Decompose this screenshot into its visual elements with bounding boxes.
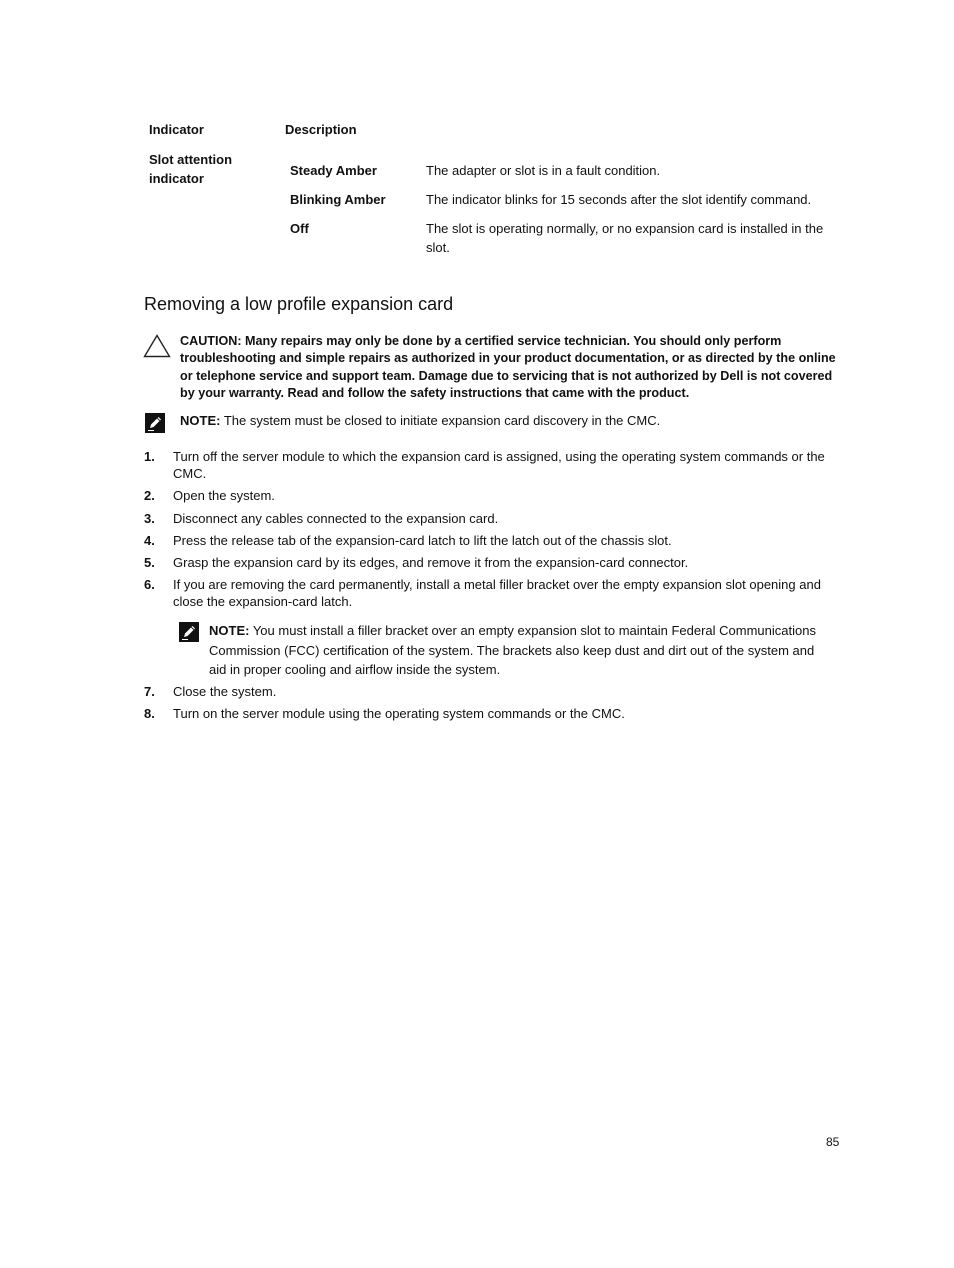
note-pencil-icon	[145, 413, 165, 433]
step-number: 1.	[144, 449, 155, 464]
step-text: Turn on the server module using the operating system commands or the CMC.	[173, 706, 625, 721]
step-number: 2.	[144, 488, 155, 503]
step-text: Disconnect any cables connected to the expansion card.	[173, 511, 499, 526]
step-text: If you are removing the card permanently, install a metal filler bracket over the empty expansion slot opening and close the expansion-card latch.	[173, 577, 821, 609]
description-blinking-amber: The indicator blinks for 15 seconds after the slot identify command.	[426, 192, 812, 207]
note-label: NOTE:	[209, 623, 250, 638]
step-number: 5.	[144, 555, 155, 570]
step-text: Open the system.	[173, 488, 275, 503]
step-text: Grasp the expansion card by its edges, and remove it from the expansion-card connector.	[173, 555, 689, 570]
step-number: 4.	[144, 533, 155, 548]
state-blinking-amber: Blinking Amber	[290, 192, 386, 207]
step-number: 3.	[144, 511, 155, 526]
step-text: Press the release tab of the expansion-card latch to lift the latch out of the chassis slot.	[173, 533, 672, 548]
note-filler-bracket	[209, 621, 834, 680]
description-off: The slot is operating normally, or no expansion card is installed in the slot.	[426, 221, 824, 255]
page-number: 85	[826, 1135, 840, 1149]
step-number: 8.	[144, 706, 155, 721]
step-text: Turn off the server module to which the expansion card is assigned, using the operating system commands or the CMC.	[173, 449, 825, 481]
step-number: 6.	[144, 577, 155, 592]
caution-icon	[143, 334, 171, 358]
description-steady-amber: The adapter or slot is in a fault condition.	[426, 163, 661, 178]
table-header-indicator: Indicator	[149, 122, 204, 137]
note-body: The system must be closed to initiate expansion card discovery in the CMC.	[220, 413, 661, 428]
indicator-name: Slot attention indicator	[149, 152, 233, 186]
table-header-description: Description	[285, 122, 357, 137]
note-label: NOTE:	[180, 413, 221, 428]
step-text: Close the system.	[173, 684, 277, 699]
note-pencil-icon	[179, 622, 199, 642]
state-steady-amber: Steady Amber	[290, 163, 377, 178]
caution-text: CAUTION: Many repairs may only be done by a certified service technician. You should only perform troubleshooting and simple repairs as authorized in your product documentation, or as directed by the online or telephone service and support team. Damage due to servicing that is not authorized by Dell is not covered by your warranty. Read and follow the safety instructions that came with the product.	[180, 334, 836, 400]
state-off: Off	[290, 221, 309, 236]
note-body: You must install a filler bracket over an empty expansion slot to maintain Federal Communications Commission (FCC) certification of the system. The brackets also keep dust and dirt out of the system and aid in proper cooling and airflow inside the system.	[209, 623, 816, 677]
note-system-closed	[180, 412, 840, 429]
step-number: 7.	[144, 684, 155, 699]
section-title: Removing a low profile expansion card	[144, 294, 454, 314]
